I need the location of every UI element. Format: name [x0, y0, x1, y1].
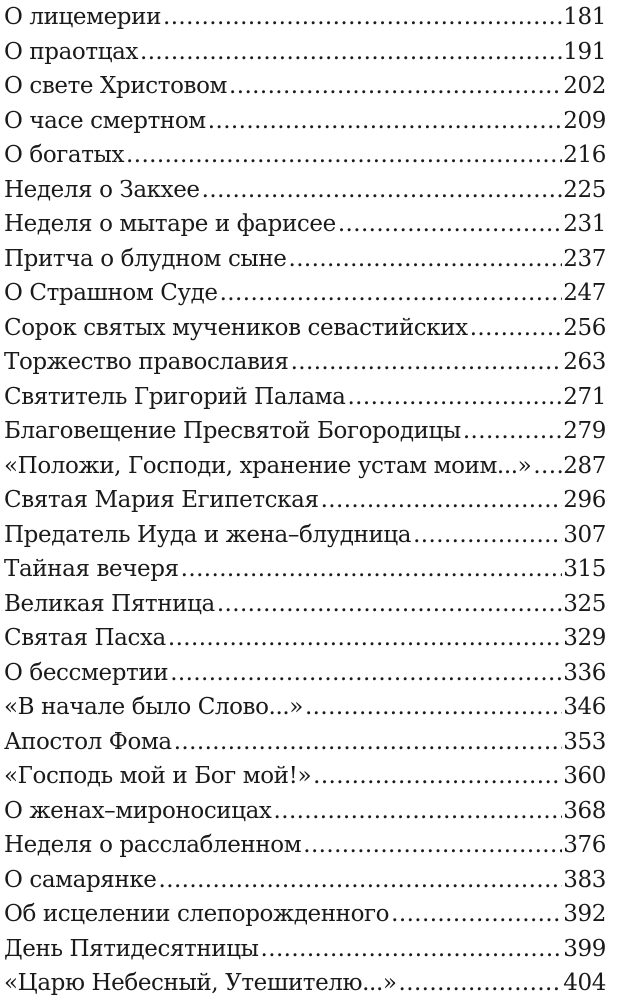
toc-entry: [4, 276, 606, 311]
toc-entry-title: Сорок святых мучеников севастийских: [4, 314, 468, 341]
toc-entry: [4, 414, 606, 449]
toc-entry-title: Святая Пасха: [4, 625, 166, 651]
toc-entry: [4, 656, 606, 691]
toc-entry-title: Неделя о Закхее: [4, 176, 200, 203]
toc-entry-title: О женах–мироносицах: [4, 797, 272, 824]
toc-entry-page-number: 329: [563, 625, 606, 651]
toc-entry-page-number: 360: [563, 763, 606, 789]
dot-leader: [159, 863, 563, 898]
toc-entry: [4, 552, 606, 587]
toc-entry-title: Тайная вечеря: [4, 556, 179, 582]
toc-entry-title: Святая Мария Египетская: [4, 487, 319, 513]
toc-entry: [4, 863, 606, 898]
toc-entry: [4, 380, 606, 415]
dot-leader: [347, 380, 562, 415]
toc-entry-page-number: 181: [563, 4, 606, 30]
dot-leader: [217, 587, 562, 622]
toc-entry: [4, 207, 606, 242]
toc-entry: [4, 35, 606, 70]
dot-leader: [391, 897, 562, 932]
toc-entry-title: «Господь мой и Бог мой!»: [4, 763, 312, 789]
dot-leader: [470, 311, 563, 346]
toc-entry-page-number: 191: [563, 38, 606, 65]
toc-entry: [4, 932, 606, 967]
toc-entry-page-number: 368: [563, 797, 606, 824]
dot-leader: [288, 242, 562, 277]
dot-leader: [261, 932, 563, 967]
toc-entry: [4, 794, 606, 829]
dot-leader: [174, 725, 563, 760]
dot-leader: [321, 483, 563, 518]
toc-entry-page-number: 383: [563, 866, 606, 893]
dot-leader: [220, 276, 563, 311]
toc-entry-page-number: 237: [563, 245, 606, 272]
toc-entry: [4, 690, 606, 725]
toc-entry: [4, 104, 606, 139]
toc-entry-title: Предатель Иуда и жена–блудница: [4, 521, 412, 548]
toc-entry-page-number: 296: [563, 487, 606, 513]
dot-leader: [202, 173, 563, 208]
toc-entry-title: День Пятидесятницы: [4, 935, 259, 962]
toc-entry-page-number: 325: [563, 590, 606, 617]
toc-entry: [4, 518, 606, 553]
toc-entry-page-number: 399: [563, 935, 606, 962]
toc-entry-page-number: 231: [563, 211, 606, 237]
dot-leader: [303, 828, 562, 863]
toc-entry-title: Притча о блудном сыне: [4, 245, 287, 272]
toc-entry-title: О Страшном Суде: [4, 280, 218, 306]
toc-entry: [4, 138, 606, 173]
toc-entry-page-number: 315: [563, 556, 606, 582]
toc-entry-page-number: 216: [563, 142, 606, 168]
toc-entry-title: Благовещение Пресвятой Богородицы: [4, 418, 461, 444]
dot-leader: [463, 414, 562, 449]
dot-leader: [305, 690, 562, 725]
toc-entry-title: О самарянке: [4, 866, 157, 893]
dot-leader: [229, 69, 562, 104]
toc-entry-page-number: 209: [563, 107, 606, 134]
toc-entry-page-number: 271: [563, 383, 606, 410]
toc-entry-page-number: 256: [563, 314, 606, 341]
table-of-contents: [4, 0, 606, 1001]
dot-leader: [413, 518, 562, 553]
toc-entry: [4, 69, 606, 104]
toc-entry-title: О праотцах: [4, 38, 138, 65]
dot-leader: [208, 104, 563, 139]
dot-leader: [126, 138, 562, 173]
dot-leader: [291, 345, 563, 380]
toc-entry-title: О бессмертии: [4, 659, 169, 686]
toc-entry-title: Неделя о мытаре и фарисее: [4, 211, 336, 237]
toc-entry-page-number: 346: [563, 694, 606, 720]
toc-entry-title: Торжество православия: [4, 349, 289, 375]
toc-entry-page-number: 287: [563, 452, 606, 479]
toc-entry-page-number: 353: [563, 728, 606, 755]
dot-leader: [170, 656, 562, 691]
toc-entry: [4, 242, 606, 277]
toc-entry-title: О богатых: [4, 142, 125, 168]
dot-leader: [168, 621, 562, 656]
toc-entry-page-number: 404: [563, 970, 606, 996]
toc-entry: [4, 483, 606, 518]
toc-entry: [4, 759, 606, 794]
toc-entry-title: О свете Христовом: [4, 73, 228, 99]
dot-leader: [313, 759, 562, 794]
dot-leader: [163, 0, 562, 35]
toc-entry: [4, 621, 606, 656]
toc-entry-title: Великая Пятница: [4, 590, 215, 617]
toc-entry-title: «Царю Небесный, Утешителю...»: [4, 970, 397, 996]
toc-entry-title: Об исцелении слепорожденного: [4, 901, 390, 927]
toc-entry: [4, 173, 606, 208]
toc-entry: [4, 587, 606, 622]
toc-entry-page-number: 279: [563, 418, 606, 444]
toc-entry-page-number: 202: [563, 73, 606, 99]
toc-entry: [4, 828, 606, 863]
toc-entry-page-number: 307: [563, 521, 606, 548]
toc-entry-page-number: 263: [563, 349, 606, 375]
toc-entry-page-number: 247: [563, 280, 606, 306]
toc-entry-title: Святитель Григорий Палама: [4, 383, 346, 410]
toc-entry: [4, 966, 606, 1001]
dot-leader: [338, 207, 562, 242]
toc-entry: [4, 725, 606, 760]
dot-leader: [399, 966, 563, 1001]
toc-entry-title: О лицемерии: [4, 4, 161, 30]
dot-leader: [140, 35, 562, 70]
toc-entry-title: «Положи, Господи, хранение устам моим...»: [4, 452, 532, 479]
toc-entry-page-number: 336: [563, 659, 606, 686]
toc-entry: [4, 897, 606, 932]
toc-entry: [4, 449, 606, 484]
toc-entry-page-number: 392: [563, 901, 606, 927]
toc-entry-title: Неделя о расслабленном: [4, 832, 302, 858]
toc-entry: [4, 345, 606, 380]
toc-entry: [4, 311, 606, 346]
toc-entry-title: Апостол Фома: [4, 728, 172, 755]
toc-entry-page-number: 225: [563, 176, 606, 203]
toc-entry: [4, 0, 606, 35]
toc-entry-page-number: 376: [563, 832, 606, 858]
toc-entry-title: О часе смертном: [4, 107, 206, 134]
dot-leader: [181, 552, 563, 587]
dot-leader: [533, 449, 562, 484]
dot-leader: [274, 794, 563, 829]
toc-entry-title: «В начале было Слово...»: [4, 694, 303, 720]
